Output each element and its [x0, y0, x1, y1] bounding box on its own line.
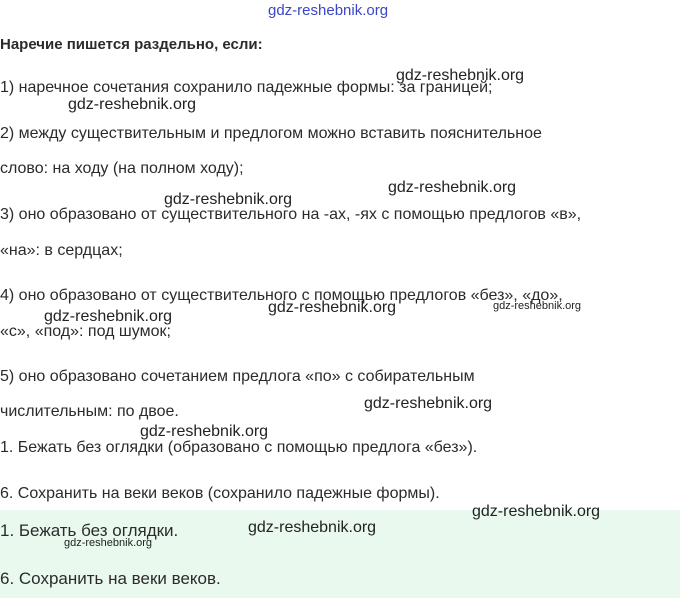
- rule-line-7: «с», «под»: под шумок;: [0, 323, 171, 340]
- rule-line-2: 2) между существительным и предлогом можно вставить пояснительное: [0, 125, 542, 142]
- answer-line-1: 1. Бежать без оглядки.: [0, 521, 179, 540]
- watermark: gdz-reshebnik.org: [364, 395, 493, 412]
- watermark-top: gdz-reshebnik.org: [268, 2, 389, 19]
- rule-line-3: слово: на ходу (на полном ходу);: [0, 160, 244, 177]
- rule-line-1: 1) наречное сочетания сохранило падежные формы: за границей;: [0, 79, 493, 96]
- watermark: gdz-reshebnik.org: [248, 519, 377, 536]
- watermark: gdz-reshebnik.org: [164, 191, 293, 208]
- watermark: gdz-reshebnik.org: [472, 503, 601, 520]
- watermark: gdz-reshebnik.org: [396, 67, 525, 84]
- watermark: gdz-reshebnik.org: [388, 179, 517, 196]
- answer-line-2: 6. Сохранить на веки веков.: [0, 569, 221, 588]
- watermark: gdz-reshebnik.org: [140, 423, 269, 440]
- watermark: gdz-reshebnik.org: [68, 96, 197, 113]
- watermark: gdz-reshebnik.org: [64, 537, 153, 549]
- example-line-2: 6. Сохранить на веки веков (сохранило падежные формы).: [0, 485, 440, 502]
- rule-line-5: «на»: в сердцах;: [0, 242, 123, 259]
- rule-line-6: 4) оно образовано от существительного с помощью предлогов «без», «до»,: [0, 287, 563, 304]
- watermark: gdz-reshebnik.org: [44, 308, 173, 325]
- rule-line-8: 5) оно образовано сочетанием предлога «по» с собирательным: [0, 368, 475, 385]
- watermark: gdz-reshebnik.org: [493, 300, 582, 312]
- watermark: gdz-reshebnik.org: [268, 299, 397, 316]
- rule-line-4: 3) оно образовано от существительного на -ах, -ях с помощью предлогов «в»,: [0, 206, 582, 223]
- heading: Наречие пишется раздельно, если:: [0, 36, 263, 53]
- example-line-1: 1. Бежать без оглядки (образовано с помощью предлога «без»).: [0, 439, 478, 456]
- rule-line-9: числительным: по двое.: [0, 403, 179, 420]
